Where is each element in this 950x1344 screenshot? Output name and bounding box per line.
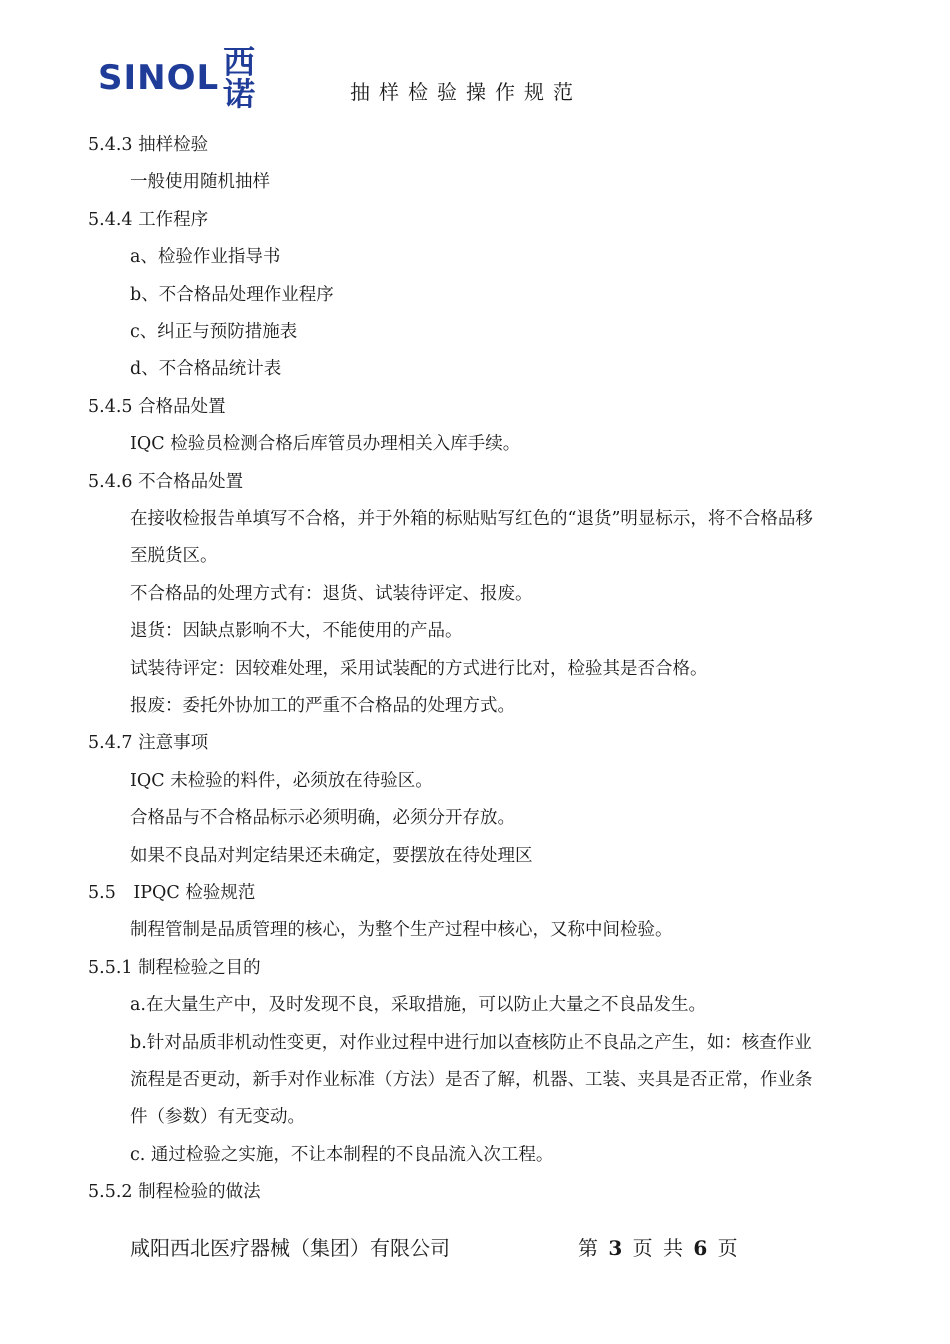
body-line: a.在大量生产中，及时发现不良，采取措施，可以防止大量之不良品发生。: [130, 995, 706, 1016]
section-heading: 5.5.1 制程检验之目的: [88, 957, 261, 978]
body-line: 合格品与不合格品标示必须明确，必须分开存放。: [130, 808, 515, 829]
section-heading: 5.5.2 制程检验的做法: [88, 1182, 261, 1203]
body-line: IQC 未检验的料件，必须放在待验区。: [130, 770, 433, 791]
body-line: b.针对品质非机动性变更，对作业过程中进行加以查核防止不良品之产生，如：核查作业: [130, 1032, 812, 1053]
body-line: 退货：因缺点影响不大，不能使用的产品。: [130, 621, 463, 642]
body-line: 如果不良品对判定结果还未确定，要摆放在待处理区: [130, 845, 533, 866]
logo-cjk-text: 西诺: [223, 43, 256, 113]
section-heading: 5.4.3 抽样检验: [88, 135, 209, 155]
body-line: c、纠正与预防措施表: [130, 322, 298, 342]
body-line: 在接收检报告单填写不合格，并于外箱的标贴贴写红色的“退货”明显标示，将不合格品移: [130, 509, 813, 529]
document-title: 抽样检验操作规范: [350, 80, 582, 104]
footer-company: 咸阳西北医疗器械（集团）有限公司: [130, 1236, 450, 1260]
logo-latin-text: SINOL: [98, 58, 220, 98]
body-line: 报废：委托外协加工的严重不合格品的处理方式。: [130, 696, 515, 716]
footer-page-number: 第 3 页 共 6 页: [578, 1236, 740, 1260]
section-heading: 5.4.6 不合格品处置: [88, 471, 244, 492]
section-heading: 5.4.7 注意事项: [88, 733, 209, 754]
body-line: d、不合格品统计表: [130, 359, 282, 380]
section-heading: 5.4.4 工作程序: [88, 209, 209, 230]
body-line: 流程是否更动，新手对作业标准（方法）是否了解，机器、工装、夹具是否正常，作业条: [130, 1070, 813, 1090]
body-line: 试装待评定：因较难处理，采用试装配的方式进行比对，检验其是否合格。: [130, 658, 708, 679]
section-heading: 5.5 IPQC 检验规范: [88, 883, 256, 903]
body-line: 制程管制是品质管理的核心，为整个生产过程中核心，又称中间检验。: [130, 920, 673, 941]
body-line: a、检验作业指导书: [130, 247, 281, 268]
total-pages: 6: [693, 1236, 710, 1260]
body-line: IQC 检验员检测合格后库管员办理相关入库手续。: [130, 434, 521, 455]
current-page: 3: [608, 1236, 625, 1260]
body-line: c. 通过检验之实施，不让本制程的不良品流入次工程。: [130, 1144, 554, 1165]
body-line: 至脱货区。: [130, 546, 218, 567]
section-heading: 5.4.5 合格品处置: [88, 396, 226, 417]
body-line: 件（参数）有无变动。: [130, 1107, 305, 1128]
body-line: 一般使用随机抽样: [130, 172, 270, 193]
company-logo: [98, 43, 262, 113]
body-line: 不合格品的处理方式有：退货、试装待评定、报废。: [130, 583, 533, 604]
body-line: b、不合格品处理作业程序: [130, 284, 334, 305]
